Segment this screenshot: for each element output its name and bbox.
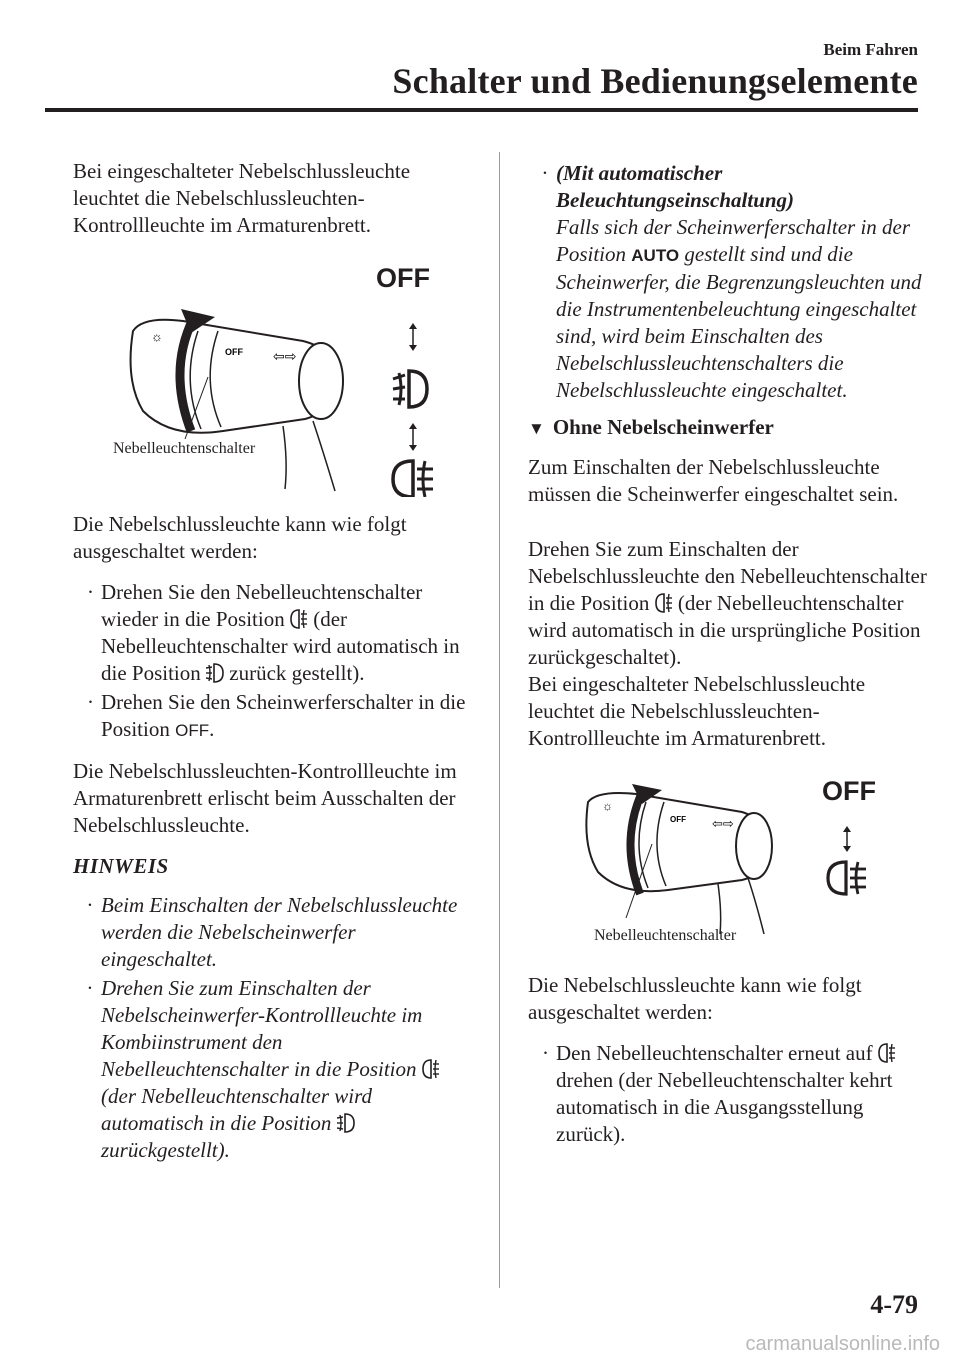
column-divider [499, 152, 500, 1288]
svg-text:OFF: OFF [225, 347, 243, 357]
section-name: Beim Fahren [823, 40, 918, 59]
svg-text:⇦⇨: ⇦⇨ [273, 348, 297, 364]
figure-caption: Nebelleuchtenschalter [594, 927, 737, 944]
list-item: · Drehen Sie den Scheinwerferschalter in die Position OFF. [87, 690, 466, 741]
front-fog-icon [206, 663, 224, 683]
paragraph-warning-light: Bei eingeschalteter Nebelschlussleuchte leuchtet die Nebelschlussleuchten-Kontrollleuchte im Armaturenbrett. [528, 672, 866, 750]
svg-text:OFF: OFF [670, 815, 686, 824]
off-label: OFF [376, 263, 430, 293]
section-heading: ▼ Ohne Nebelscheinwerfer [528, 414, 928, 442]
watermark: carmanualsonline.info [745, 1333, 940, 1355]
front-fog-icon [393, 371, 427, 407]
rear-fog-icon [393, 461, 433, 497]
auto-light-heading: (Mit automatischer Beleuchtungseinschaltung) [556, 161, 795, 212]
off-position-label: OFF [175, 721, 210, 740]
right-column [528, 160, 928, 1150]
list-item: · Drehen Sie den Nebelleuchtenschalter wieder in die Position (der Nebelleuchtenschalter wird automatisch in die Position zurück gestellt). [87, 580, 460, 685]
figure-fog-switch-2 [528, 772, 928, 958]
rear-fog-icon [655, 593, 673, 613]
left-column [73, 158, 473, 1166]
paragraph-switch-off: Die Nebelschlussleuchte kann wie folgt ausgeschaltet werden: [528, 973, 862, 1024]
front-fog-icon [337, 1113, 355, 1133]
note-item: · Drehen Sie zum Einschalten der Nebelscheinwerfer-Kontrollleuchte im Kombiinstrument den Nebelleuchtenschalter in die Position (der Nebelleuchtenschalter wird automatisch in die Position zurückgestellt). [73, 975, 473, 1164]
header-rule [45, 108, 918, 112]
off-label: OFF [822, 776, 876, 806]
paragraph-warning-light: Bei eingeschalteter Nebelschlussleuchte leuchtet die Nebelschlussleuchten-Kontrollleuchte im Armaturenbrett. [73, 159, 411, 237]
figure-caption: Nebelleuchtenschalter [113, 440, 256, 457]
rear-fog-icon [878, 1043, 896, 1063]
note-heading: HINWEIS [73, 854, 169, 878]
rear-fog-icon [290, 609, 308, 629]
paragraph-switch-on: Drehen Sie zum Einschalten der Nebelschlussleuchte den Nebelleuchtenschalter in die Position (der Nebelleuchtenschalter wird automatisch in die ursprüngliche Position zurückgeschaltet). [528, 537, 927, 669]
auto-light-icon: AUTO [631, 246, 680, 265]
page-title: Schalter und Bedienungselemente [392, 61, 918, 101]
list-item: · (Mit automatischer Beleuchtungseinschaltung) Falls sich der Scheinwerferschalter in der Position AUTO gestellt sind und die Scheinwerfer, die Begrenzungsleuchten und die Instrumentenbeleuchtung eingeschaltet sind, wird beim Einschalten des Nebelschlussleuchtenschalters die Nebelschlussleuchte eingeschaltet. [542, 161, 922, 402]
rear-fog-icon [422, 1059, 440, 1079]
list-item: · Den Nebelleuchtenschalter erneut auf drehen (der Nebelleuchtenschalter kehrt automatisch in die Ausgangsstellung zurück). [528, 1040, 928, 1148]
rear-fog-icon [828, 862, 866, 894]
figure-fog-switch-1 [73, 261, 473, 497]
svg-text:☼: ☼ [151, 329, 163, 344]
page-number: 4-79 [870, 1290, 918, 1319]
paragraph-indicator-off: Die Nebelschlussleuchten-Kontrollleuchte im Armaturenbrett erlischt beim Ausschalten der Nebelschlussleuchte. [73, 759, 457, 837]
paragraph-switch-off: Die Nebelschlussleuchte kann wie folgt ausgeschaltet werden: [73, 512, 407, 563]
note-item: · Beim Einschalten der Nebelschlussleuchte werden die Nebelscheinwerfer eingeschaltet. [87, 893, 458, 971]
svg-text:☼: ☼ [602, 799, 613, 813]
paragraph-requirement: Zum Einschalten der Nebelschlussleuchte müssen die Scheinwerfer eingeschaltet sein. [528, 455, 899, 506]
svg-text:⇦⇨: ⇦⇨ [712, 816, 734, 831]
triangle-icon: ▼ [528, 419, 545, 438]
